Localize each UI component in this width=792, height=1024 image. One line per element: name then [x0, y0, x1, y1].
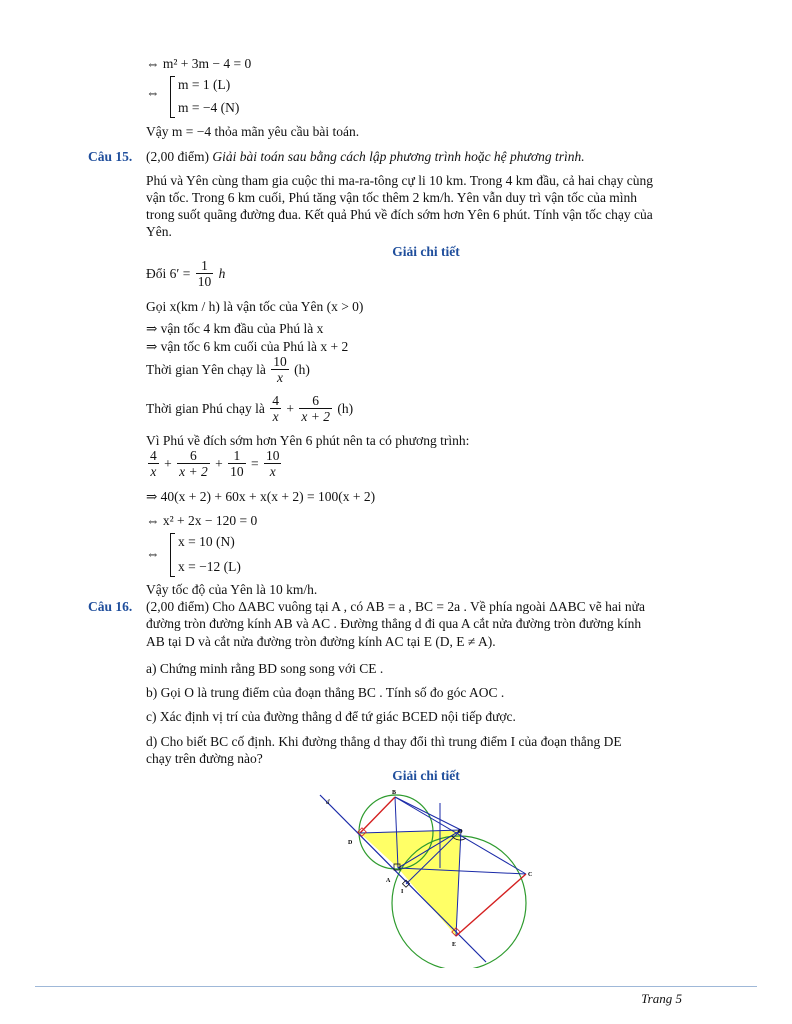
brace-shape	[170, 533, 175, 577]
unit: h	[218, 266, 226, 281]
part-a: a) Chứng minh rằng BD song song với CE .	[146, 661, 384, 676]
question-15-heading	[146, 148, 585, 165]
speed4-line: ⇒ vận tốc 4 km đầu của Phú là x	[146, 321, 324, 336]
denominator: x	[276, 370, 283, 385]
numerator: 1	[228, 448, 246, 464]
numerator: 4	[272, 393, 279, 408]
conclusion-text: Vậy m = −4 thỏa mãn yêu cầu bài toán.	[146, 124, 360, 139]
unit: (h)	[294, 362, 310, 377]
fraction	[271, 354, 289, 385]
numerator: 10	[265, 448, 280, 463]
problem-line: Yên.	[146, 224, 172, 239]
fraction	[228, 448, 246, 479]
denominator: x + 2	[301, 409, 330, 424]
fraction	[196, 258, 214, 289]
fraction	[270, 393, 281, 424]
part-b: b) Gọi O là trung điểm của đoạn thẳng BC . Tính số đo góc AOC .	[146, 685, 505, 700]
expand-line: ⇒ 40(x + 2) + 60x + x(x + 2) = 100(x + 2)	[146, 489, 376, 504]
numerator: 4	[150, 448, 157, 463]
equals-sign: =	[250, 456, 259, 471]
footer-rule	[35, 986, 757, 987]
label-a: A	[386, 878, 391, 884]
label-b: B	[392, 790, 397, 796]
problem-line: AB tại D và cắt nửa đường tròn đường kính AC tại E (D, E ≠ A).	[146, 634, 496, 649]
numerator: 6	[177, 448, 210, 464]
system-row: x = 10 (N)	[178, 534, 235, 549]
system-symbol: ⇔	[146, 546, 160, 561]
fraction	[264, 448, 282, 479]
equation-line: ⇔ m² + 3m − 4 = 0	[146, 56, 252, 71]
unit: (h)	[337, 401, 354, 416]
question-16-label: Câu 16.	[88, 599, 133, 614]
numerator: 10	[273, 354, 287, 369]
segment-ce	[456, 874, 526, 936]
label-c: C	[528, 872, 533, 878]
denominator: x	[150, 464, 157, 479]
system-row: m = 1 (L)	[178, 77, 231, 92]
task-text: Giải bài toán sau bằng cách lập phương trình hoặc hệ phương trình.	[212, 149, 585, 164]
time-phu-prefix: Thời gian Phú chạy là	[146, 401, 265, 416]
brace-shape	[170, 76, 175, 118]
fraction	[299, 393, 332, 424]
problem-line: trong suốt quãng đường đua. Kết quả Phú về đích sớm hơn Yên 6 phút. Tính vận tốc chạy của	[146, 207, 653, 222]
reason-line: Vì Phú về đích sớm hơn Yên 6 phút nên ta có phương trình:	[146, 433, 470, 448]
label-o: O	[458, 829, 463, 835]
plus-sign: +	[286, 401, 294, 416]
time-yen-prefix: Thời gian Yên chạy là	[146, 362, 266, 377]
segment-bd	[360, 797, 395, 833]
equation-fractions	[146, 448, 283, 479]
solution-title: Giải chi tiết	[392, 768, 460, 783]
conversion-line	[146, 258, 225, 289]
part-d-cont: chạy trên đường nào?	[146, 751, 263, 766]
system-brace: ⇔	[146, 85, 160, 100]
speed6-line: ⇒ vận tốc 6 km cuối của Phú là x + 2	[146, 339, 349, 354]
time-yen-line	[146, 354, 310, 385]
label-e: E	[452, 942, 457, 948]
denominator: 10	[197, 274, 212, 289]
time-phu-line	[146, 393, 353, 424]
fraction	[177, 448, 210, 479]
conversion-prefix: Đổi 6′ =	[146, 266, 191, 281]
segment-bo-ext	[395, 797, 461, 830]
denominator: x + 2	[179, 464, 208, 479]
answer-line: Vậy tốc độ của Yên là 10 km/h.	[146, 582, 318, 597]
denominator: 10	[230, 464, 244, 479]
question-15-label: Câu 15.	[88, 149, 133, 164]
line-d	[320, 795, 486, 962]
numerator: 1	[196, 258, 214, 274]
problem-line: (2,00 điểm) Cho ΔABC vuông tại A , có AB = a , BC = 2a . Về phía ngoài ΔABC vẽ hai nửa	[146, 599, 645, 614]
problem-line: vận tốc. Trong 6 km cuối, Phú tăng vận tốc thêm 2 km/h. Yên vẫn duy trì vận tốc của mình	[146, 190, 638, 205]
geometry-figure	[310, 786, 550, 968]
numerator: 6	[299, 393, 332, 409]
problem-line: Phú và Yên cùng tham gia cuộc thi ma-ra-tông cự li 10 km. Trong 4 km đầu, cả hai chạy cùng	[146, 173, 653, 188]
let-line: Gọi x(km / h) là vận tốc của Yên (x > 0)	[146, 299, 364, 314]
part-c: c) Xác định vị trí của đường thẳng d để tứ giác BCED nội tiếp được.	[146, 709, 516, 724]
system-row: m = −4 (N)	[178, 100, 240, 115]
denominator: x	[269, 464, 276, 479]
quadratic-line: ⇔ x² + 2x − 120 = 0	[146, 513, 258, 528]
system-row: x = −12 (L)	[178, 559, 241, 574]
part-d: d) Cho biết BC cố định. Khi đường thẳng d thay đổi thì trung điểm I của đoạn thẳng DE	[146, 734, 622, 749]
page-number: Trang 5	[641, 991, 682, 1006]
denominator: x	[272, 409, 279, 424]
label-d: d	[326, 798, 330, 806]
fraction	[148, 448, 159, 479]
points-text: (2,00 điểm)	[146, 149, 213, 164]
problem-line: đường tròn đường kính AB và AC . Đường thẳng d đi qua A cắt nửa đường tròn đường kính	[146, 616, 642, 631]
solution-title: Giải chi tiết	[392, 244, 460, 259]
plus-sign: +	[215, 456, 223, 471]
label-d-point: D	[348, 840, 353, 846]
label-i: I	[401, 889, 404, 895]
plus-sign: +	[164, 456, 172, 471]
